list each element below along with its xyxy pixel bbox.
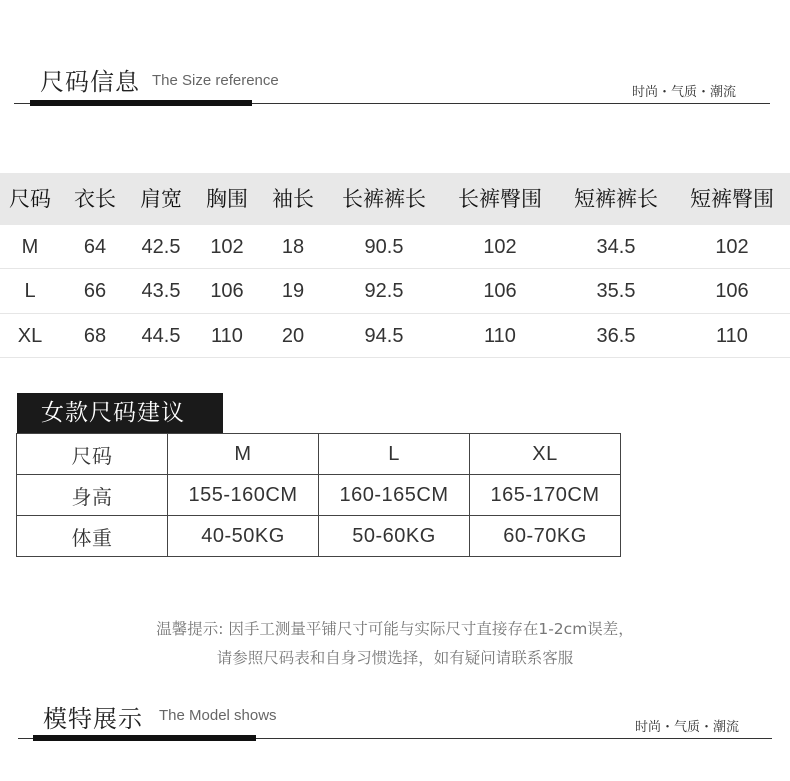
table-row: [17, 434, 621, 475]
model-section-accent-bar: [33, 735, 256, 741]
cell-shorts-length: 35.5: [596, 280, 636, 302]
cell-length: 68: [83, 325, 107, 347]
cell-shorts-hip: 102: [715, 236, 749, 258]
cell-shorts-length: 36.5: [596, 325, 636, 347]
cell-pants-length: 90.5: [364, 236, 404, 258]
cell-size: M: [21, 236, 39, 258]
rec-height-xl: 165-170CM: [470, 475, 621, 516]
size-section-accent-bar: [30, 100, 252, 106]
cell-pants-hip: 102: [483, 236, 517, 258]
rec-size-l: L: [319, 434, 470, 475]
rec-label-height: 身高: [17, 475, 168, 516]
rec-height-m: 155-160CM: [168, 475, 319, 516]
size-section-tag: 时尚・气质・潮流: [632, 85, 737, 100]
cell-shorts-length: 34.5: [596, 236, 636, 258]
cell-sleeve: 19: [281, 280, 305, 302]
rec-section-title: 女款尺码建议: [17, 393, 223, 433]
header-shorts-length: 短裤裤长: [574, 187, 658, 211]
header-length: 衣长: [74, 187, 116, 211]
rec-height-l: 160-165CM: [319, 475, 470, 516]
size-table-header: [0, 173, 790, 225]
model-section-subtitle: The Model shows: [159, 707, 277, 724]
model-section-title: 模特展示: [43, 705, 143, 733]
header-shorts-hip: 短裤臀围: [690, 187, 774, 211]
cell-shoulder: 43.5: [141, 280, 181, 302]
note-line-1: 温馨提示: 因手工测量平铺尺寸可能与实际尺寸直接存在1-2cm误差，: [156, 620, 634, 638]
cell-size: XL: [17, 325, 43, 347]
cell-chest: 102: [210, 236, 244, 258]
rec-label-size: 尺码: [17, 434, 168, 475]
cell-shoulder: 42.5: [141, 236, 181, 258]
rec-table: [16, 433, 621, 557]
cell-pants-length: 94.5: [364, 325, 404, 347]
cell-sleeve: 18: [281, 236, 305, 258]
table-row: [0, 314, 790, 358]
header-pants-length: 长裤裤长: [342, 187, 426, 211]
row-divider: [0, 357, 790, 358]
cell-length: 64: [83, 236, 107, 258]
cell-pants-hip: 106: [483, 280, 517, 302]
cell-pants-length: 92.5: [364, 280, 404, 302]
cell-shorts-hip: 106: [715, 280, 749, 302]
header-pants-hip: 长裤臀围: [458, 187, 542, 211]
cell-sleeve: 20: [281, 325, 305, 347]
rec-weight-m: 40-50KG: [168, 516, 319, 557]
table-row: [17, 475, 621, 516]
header-size: 尺码: [9, 187, 51, 211]
header-shoulder: 肩宽: [140, 187, 182, 211]
table-row: [0, 225, 790, 269]
rec-label-weight: 体重: [17, 516, 168, 557]
header-sleeve: 袖长: [272, 187, 314, 211]
header-chest: 胸围: [206, 187, 248, 211]
rec-size-m: M: [168, 434, 319, 475]
cell-pants-hip: 110: [484, 325, 516, 347]
table-row: [17, 516, 621, 557]
size-section-subtitle: The Size reference: [152, 72, 279, 89]
cell-shoulder: 44.5: [141, 325, 181, 347]
cell-size: L: [24, 280, 36, 302]
cell-shorts-hip: 110: [716, 325, 748, 347]
model-section-tag: 时尚・气质・潮流: [635, 720, 740, 735]
note-line-2: 请参照尺码表和自身习惯选择，如有疑问请联系客服: [216, 649, 574, 667]
cell-chest: 106: [210, 280, 244, 302]
size-section-title: 尺码信息: [40, 68, 140, 96]
size-table: [0, 173, 790, 358]
table-row: [0, 269, 790, 313]
rec-weight-l: 50-60KG: [319, 516, 470, 557]
rec-weight-xl: 60-70KG: [470, 516, 621, 557]
cell-chest: 110: [211, 325, 243, 347]
rec-size-xl: XL: [470, 434, 621, 475]
cell-length: 66: [83, 280, 107, 302]
